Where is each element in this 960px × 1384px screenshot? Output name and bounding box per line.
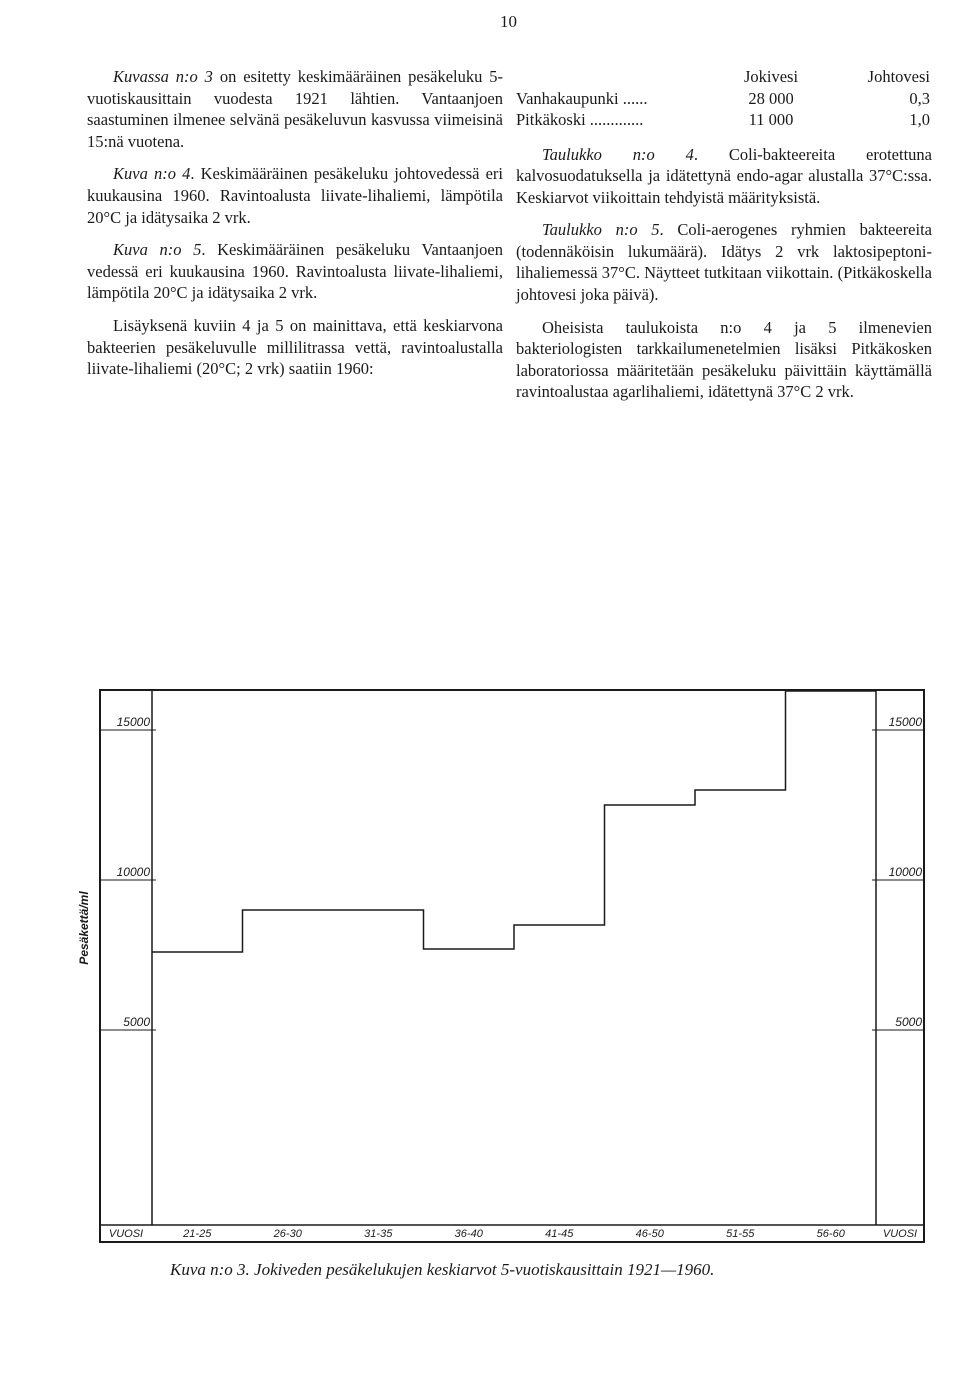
table-cell-johtovesi: 1,0	[909, 110, 930, 129]
y-axis-label: Pesäkettä/ml	[77, 891, 91, 965]
table-cell-place: Vanhakaupunki ......	[516, 88, 648, 108]
chart-frame	[100, 690, 924, 1242]
y-tick-label-left: 10000	[116, 865, 150, 879]
right-column	[516, 66, 932, 414]
figure-reference: Kuva n:o 4	[113, 164, 191, 184]
bacteria-count-table	[516, 66, 930, 131]
series-step-line	[152, 691, 876, 952]
figure-reference: Kuvassa n:o 3	[113, 67, 213, 86]
table-header-place	[516, 66, 716, 88]
table-header-jokivesi: Jokivesi	[743, 67, 799, 86]
table-header-johtovesi: Johtovesi	[867, 67, 930, 86]
left-column	[87, 66, 503, 391]
table-cell-jokivesi: 11 000	[748, 110, 794, 129]
paragraph-fig3	[87, 66, 503, 152]
y-tick-label-left: 15000	[116, 715, 150, 729]
x-tick-label: 36-40	[454, 1228, 483, 1240]
x-axis-label-left: VUOSI	[108, 1228, 144, 1240]
table-row	[516, 88, 930, 110]
table-cell-jokivesi: 28 000	[748, 88, 794, 108]
paragraph-table4	[516, 144, 932, 209]
x-tick-label: 56-60	[816, 1228, 845, 1240]
x-axis-label-right: VUOSI	[882, 1228, 918, 1240]
table-reference: Taulukko n:o 5	[542, 220, 660, 240]
paragraph-table5	[516, 219, 932, 305]
paragraph-fig5	[87, 239, 503, 304]
table-header-row	[516, 66, 930, 88]
bacteria-count-step-chart	[0, 680, 960, 1260]
table-cell-johtovesi: 0,3	[909, 88, 930, 108]
x-tick-label: 46-50	[635, 1228, 664, 1240]
x-tick-label: 51-55	[726, 1228, 755, 1240]
paragraph-addition: Lisäyksenä kuviin 4 ja 5 on mainittava, että keskiarvona bakteerien pesäkeluvulle millilitrassa vettä, ravintoalustalla liivate-lihaliemi (20°C; 2 vrk) saatiin 1960:	[87, 315, 503, 379]
table-reference: Taulukko n:o 4	[542, 144, 694, 164]
paragraph-text: . Keskimääräinen pesäkeluku johtovedessä eri kuukausina 1960. Ravintoalusta liivate-lihaliemi, lämpötila 20°C ja idätysaika 2 vrk.	[87, 164, 504, 227]
y-tick-label-right: 15000	[888, 715, 922, 729]
paragraph-text: . Keskimääräinen pesäkeluku Vantaanjoen vedessä eri kuukausina 1960. Ravintoalusta liivate-lihaliemi, lämpötila 20°C ja idätysaika 2 vrk.	[87, 240, 503, 303]
x-tick-label: 26-30	[273, 1228, 302, 1240]
page-number: 10	[500, 12, 517, 31]
table-row	[516, 109, 930, 131]
table-cell-place: Pitkäkoski .............	[516, 110, 644, 129]
paragraph-text: . Coli-aerogenes ryhmien bakteereita (todennäköisin lukumäärä). Idätys 2 vrk laktosipeptoni-lihaliemessä 37°C. Näytteet tutkitaan viikottain. (Pitkäkoskella johtovesi joka päivä).	[516, 220, 933, 305]
figure-caption: Kuva n:o 3. Jokiveden pesäkelukujen keskiarvot 5-vuotiskausittain 1921—1960.	[170, 1260, 715, 1279]
paragraph-fig4	[87, 163, 503, 228]
figure-reference: Kuva n:o 5	[113, 240, 202, 260]
y-tick-label-right: 10000	[888, 865, 922, 879]
y-tick-label-left: 5000	[123, 1015, 150, 1029]
x-tick-label: 41-45	[545, 1228, 574, 1240]
x-tick-label: 21-25	[183, 1228, 212, 1240]
paragraph-text: on esitetty keskimääräinen pesäkeluku 5-vuotiskausittain vuodesta 1921 lähtien. Vantaanjoen saastuminen ilmenee selvänä pesäkeluvun kasvussa viimeisinä 15:nä vuotena.	[87, 67, 503, 151]
x-tick-label: 31-35	[364, 1228, 393, 1240]
y-tick-label-right: 5000	[895, 1015, 922, 1029]
paragraph-text: . Coli-bakteereita erotettuna kalvosuodatuksella ja idätettynä endo-agar alustalla 37°C:ssa. Keskiarvot viikoittain tehdyistä määrityksistä.	[516, 144, 932, 207]
paragraph-methods: Oheisista taulukoista n:o 4 ja 5 ilmenevien bakteriologisten tarkkailumenetelmien lisäksi Pitkäkosken laboratoriossa määritetään pesäkeluku päivittäin käyttämällä ravintoalustaa agarlihaliemi, idätettynä 37°C 2 vrk.	[516, 317, 932, 402]
